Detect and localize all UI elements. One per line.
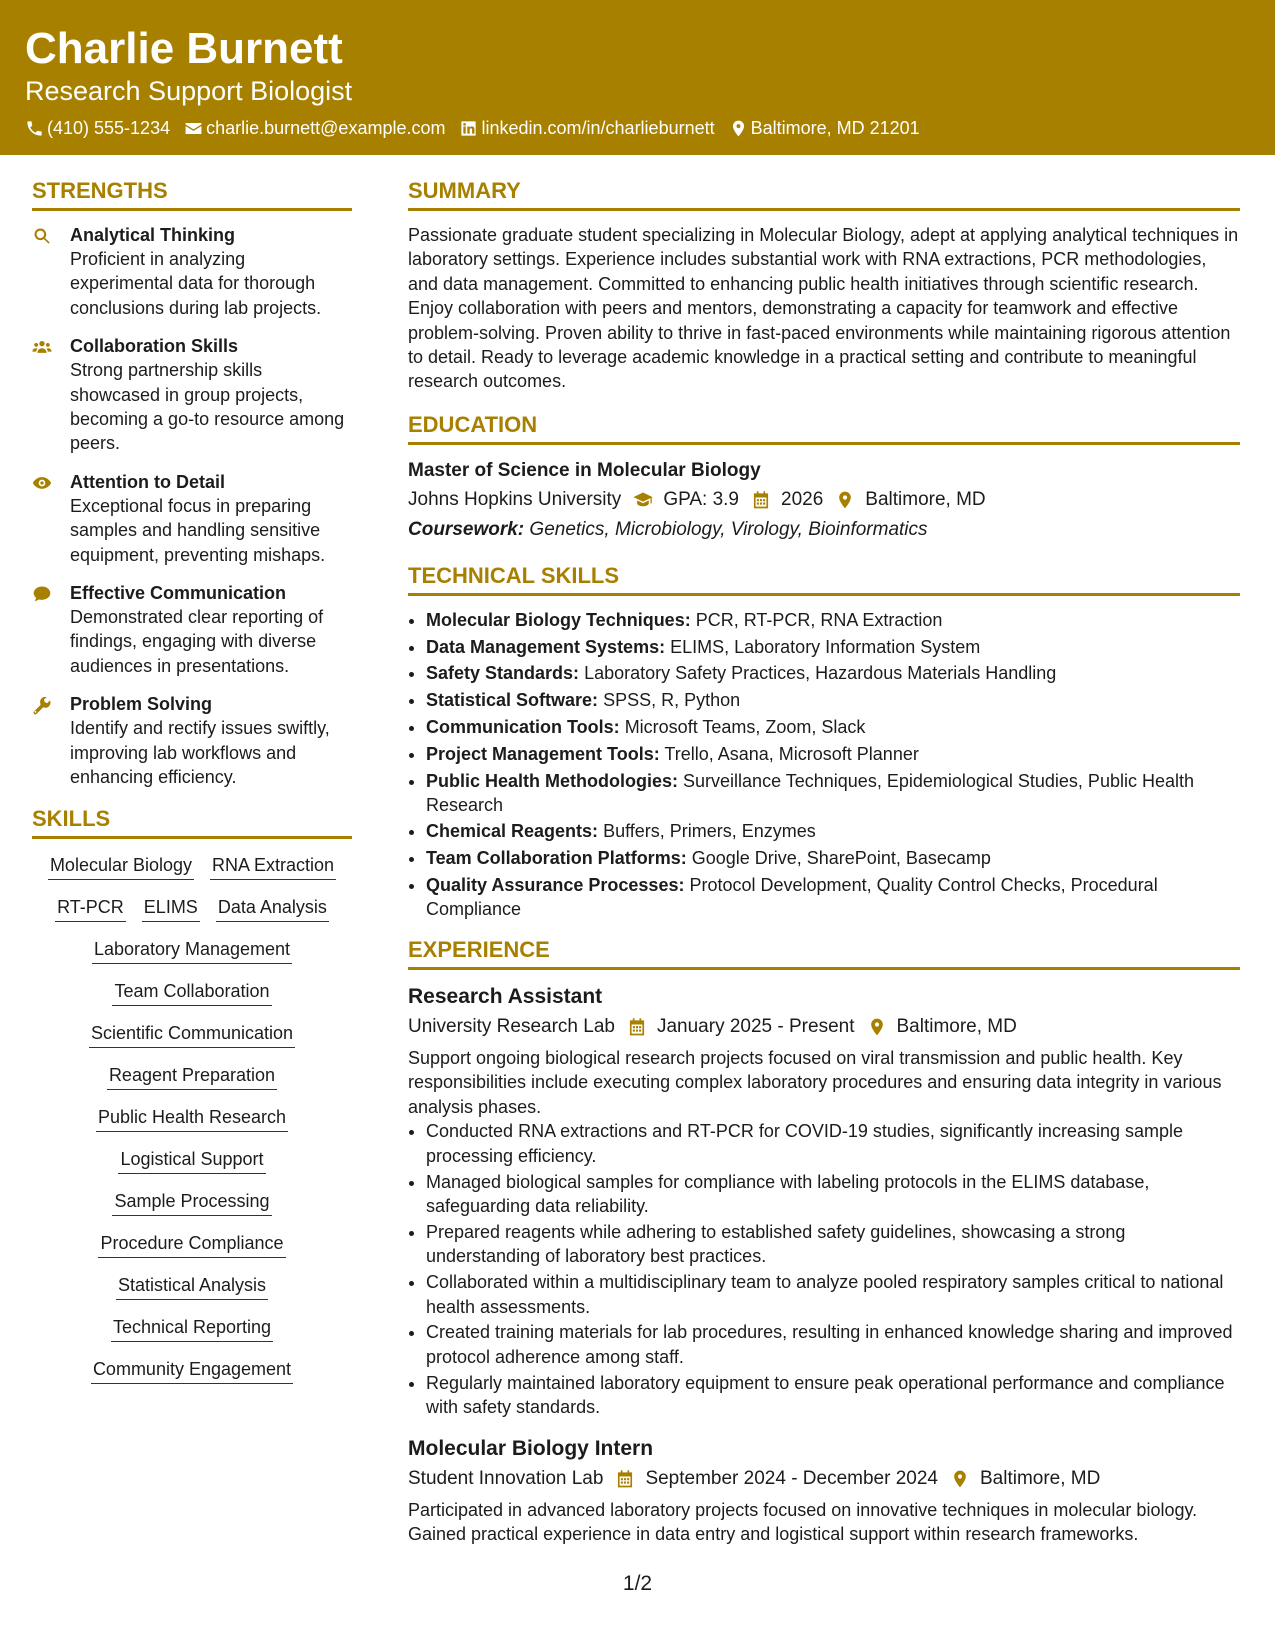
tech-skill-value: ELIMS, Laboratory Information System [670, 636, 981, 657]
calendar-icon [751, 490, 771, 510]
strengths-title: STRENGTHS [32, 176, 352, 211]
tech-skill-label: Data Management Systems: [426, 636, 666, 657]
job-meta [408, 1012, 1240, 1042]
left-column [32, 176, 352, 1384]
degree-title: Master of Science in Molecular Biology [408, 459, 761, 481]
list-item [426, 661, 1240, 685]
tech-skill-value: Protocol Development, Quality Control Checks, Procedural Compliance [426, 875, 1158, 920]
job-description: Support ongoing biological research projects focused on viral transmission and public health. Key responsibilities include executing complex laboratory procedures and ensuring data integrity in various analysis phases. [408, 1048, 1222, 1117]
list-item: • Created training materials for lab procedures, resulting in enhanced knowledge sharing and improved protocol adherence among staff. [426, 1320, 1240, 1369]
job-dates: January 2025 - Present [656, 1016, 855, 1038]
job-org: University Research Lab [408, 1016, 615, 1038]
job-location: Baltimore, MD [896, 1016, 1017, 1038]
linkedin-text: linkedin.com/in/charlieburnett [481, 118, 715, 138]
calendar-icon [627, 1017, 647, 1037]
coursework [408, 515, 1240, 545]
gpa-text: GPA: 3.9 [663, 488, 739, 510]
tech-skill-label: Public Health Methodologies: [426, 770, 679, 791]
phone-text: (410) 555-1234 [47, 118, 171, 138]
right-column [408, 176, 1240, 1546]
list-item: • Collaborated within a multidisciplinary team to analyze pooled respiratory samples critical to national health assessments. [426, 1270, 1240, 1319]
users-icon [32, 337, 52, 357]
list-item [426, 873, 1240, 921]
school-name: Johns Hopkins University [408, 488, 622, 510]
summary-text: Passionate graduate student specializing in Molecular Biology, adept at applying analytical techniques in laboratory settings. Experience includes substantial work with RNA extractions, PCR methodologies, and data management. Committed to enhancing public health initiatives through scientific research. Enjoy collaboration with peers and mentors, demonstrating a capacity for teamwork and effective problem-solving. Proven ability to thrive in fast-paced environments while maintaining rigorous attention to detail. Ready to leverage academic knowledge in a practical setting and contribute to meaningful research outcomes. [408, 225, 1239, 392]
skill-chip: Procedure Compliance [98, 1231, 285, 1258]
job-title: Research Assistant [408, 985, 603, 1009]
calendar-icon [615, 1469, 635, 1489]
strength-desc: Proficient in analyzing experimental data for thorough conclusions during lab projects. [70, 249, 322, 318]
tech-skill-label: Project Management Tools: [426, 743, 660, 764]
tech-skill-label: Quality Assurance Processes: [426, 875, 685, 896]
map-marker-icon [950, 1469, 970, 1489]
skill-chip: Data Analysis [216, 895, 329, 922]
map-marker-icon [835, 490, 855, 510]
skills-list [32, 851, 352, 1384]
job-dates: September 2024 - December 2024 [645, 1467, 938, 1489]
job-entry [408, 1434, 1240, 1547]
skill-chip: RNA Extraction [210, 853, 336, 880]
strength-item [32, 223, 352, 320]
contact-bar [25, 116, 920, 140]
list-item [426, 688, 1240, 712]
list-item [426, 715, 1240, 739]
job-entry [408, 982, 1240, 1420]
skill-chip: Technical Reporting [111, 1315, 273, 1342]
search-icon [32, 226, 52, 246]
strength-desc: Demonstrated clear reporting of findings, engaging with diverse audiences in presentations. [70, 607, 324, 676]
skill-chip: RT-PCR [55, 895, 126, 922]
strength-item [32, 334, 352, 456]
list-item: • Prepared reagents while adhering to established safety guidelines, showcasing a strong understanding of laboratory best practices. [426, 1220, 1240, 1269]
strength-desc: Strong partnership skills showcased in group projects, becoming a go-to resource among peers. [70, 360, 345, 454]
skill-chip: Statistical Analysis [116, 1273, 268, 1300]
job-org: Student Innovation Lab [408, 1467, 604, 1489]
summary-title: SUMMARY [408, 176, 1240, 211]
list-item: • Conducted RNA extractions and RT-PCR for COVID-19 studies, significantly increasing sample processing efficiency. [426, 1119, 1240, 1168]
coursework-list: Genetics, Microbiology, Virology, Bioinformatics [529, 518, 928, 540]
list-item [426, 769, 1240, 817]
tech-skill-label: Safety Standards: [426, 663, 580, 684]
candidate-role: Research Support Biologist [25, 76, 353, 106]
contact-location [729, 116, 920, 140]
list-item [426, 846, 1240, 870]
strengths-list [32, 223, 352, 790]
technical-skills-list [408, 608, 1240, 921]
contact-phone[interactable] [25, 116, 170, 140]
email-text: charlie.burnett@example.com [206, 118, 446, 138]
coursework-label: Coursework: [408, 518, 525, 540]
candidate-name: Charlie Burnett [25, 24, 343, 73]
job-description: Participated in advanced laboratory projects focused on innovative techniques in molecular biology. Gained practical experience in data entry and logistical support within research frameworks. [408, 1499, 1198, 1545]
tech-skill-value: Google Drive, SharePoint, Basecamp [691, 848, 991, 869]
linkedin-icon [459, 119, 478, 138]
graduation-year: 2026 [781, 488, 824, 510]
tech-skill-value: SPSS, R, Python [603, 690, 741, 711]
skill-chip: Scientific Communication [89, 1021, 295, 1048]
strength-item [32, 692, 352, 789]
list-item [426, 608, 1240, 632]
tech-skill-value: Microsoft Teams, Zoom, Slack [624, 717, 866, 738]
skill-chip: Molecular Biology [48, 853, 194, 880]
strength-item [32, 470, 352, 567]
graduation-cap-icon [633, 490, 653, 510]
strength-title: Attention to Detail [70, 471, 225, 492]
location-text: Baltimore, MD 21201 [750, 118, 920, 138]
tech-skill-value: Buffers, Primers, Enzymes [603, 821, 816, 842]
list-item: • Regularly maintained laboratory equipment to ensure peak operational performance and compliance with safety standards. [426, 1371, 1240, 1420]
job-location: Baltimore, MD [980, 1467, 1101, 1489]
tech-skill-label: Team Collaboration Platforms: [426, 848, 687, 869]
skill-chip: Community Engagement [91, 1357, 293, 1384]
tech-skill-label: Communication Tools: [426, 717, 620, 738]
phone-icon [25, 119, 44, 138]
contact-email[interactable] [184, 116, 445, 140]
strength-title: Effective Communication [70, 583, 287, 604]
strength-item [32, 581, 352, 678]
skill-chip: Sample Processing [112, 1189, 271, 1216]
list-item: • Managed biological samples for compliance with labeling protocols in the ELIMS database, safeguarding data reliability. [426, 1170, 1240, 1219]
tech-skill-label: Chemical Reagents: [426, 821, 599, 842]
education-meta [408, 485, 1240, 515]
strength-title: Collaboration Skills [70, 336, 239, 357]
tech-skill-label: Molecular Biology Techniques: [426, 609, 691, 630]
map-marker-icon [729, 119, 748, 138]
job-bullets [408, 1119, 1240, 1419]
strength-desc: Exceptional focus in preparing samples and handling sensitive equipment, preventing mishaps. [70, 495, 326, 565]
skills-title: SKILLS [32, 804, 352, 839]
experience-title: EXPERIENCE [408, 935, 1240, 970]
comment-icon [32, 584, 52, 604]
job-meta [408, 1464, 1240, 1494]
wrench-icon [32, 695, 52, 715]
eye-icon [32, 473, 52, 493]
envelope-icon [184, 119, 203, 138]
page-number: 1/2 [622, 1572, 653, 1595]
skill-chip: ELIMS [142, 895, 200, 922]
strength-title: Problem Solving [70, 694, 213, 715]
map-marker-icon [867, 1017, 887, 1037]
skill-chip: Reagent Preparation [107, 1063, 277, 1090]
tech-skill-label: Statistical Software: [426, 690, 599, 711]
school-location: Baltimore, MD [865, 488, 986, 510]
strength-desc: Identify and rectify issues swiftly, improving lab workflows and enhancing efficiency. [70, 718, 330, 788]
technical-skills-title: TECHNICAL SKILLS [408, 561, 1240, 596]
skill-chip: Logistical Support [118, 1147, 265, 1174]
tech-skill-value: Surveillance Techniques, Epidemiological Studies, Public Health Research [426, 770, 1194, 815]
contact-linkedin[interactable] [459, 116, 714, 140]
list-item [426, 635, 1240, 659]
education-title: EDUCATION [408, 410, 1240, 445]
skill-chip: Public Health Research [96, 1105, 288, 1132]
job-title: Molecular Biology Intern [408, 1436, 654, 1460]
tech-skill-value: PCR, RT-PCR, RNA Extraction [695, 609, 943, 630]
tech-skill-value: Trello, Asana, Microsoft Planner [664, 743, 919, 764]
tech-skill-value: Laboratory Safety Practices, Hazardous Materials Handling [584, 663, 1057, 684]
resume-header [0, 0, 1275, 155]
list-item [426, 742, 1240, 766]
skill-chip: Laboratory Management [92, 937, 292, 964]
strength-title: Analytical Thinking [70, 225, 236, 245]
list-item [426, 819, 1240, 843]
skill-chip: Team Collaboration [112, 979, 271, 1006]
